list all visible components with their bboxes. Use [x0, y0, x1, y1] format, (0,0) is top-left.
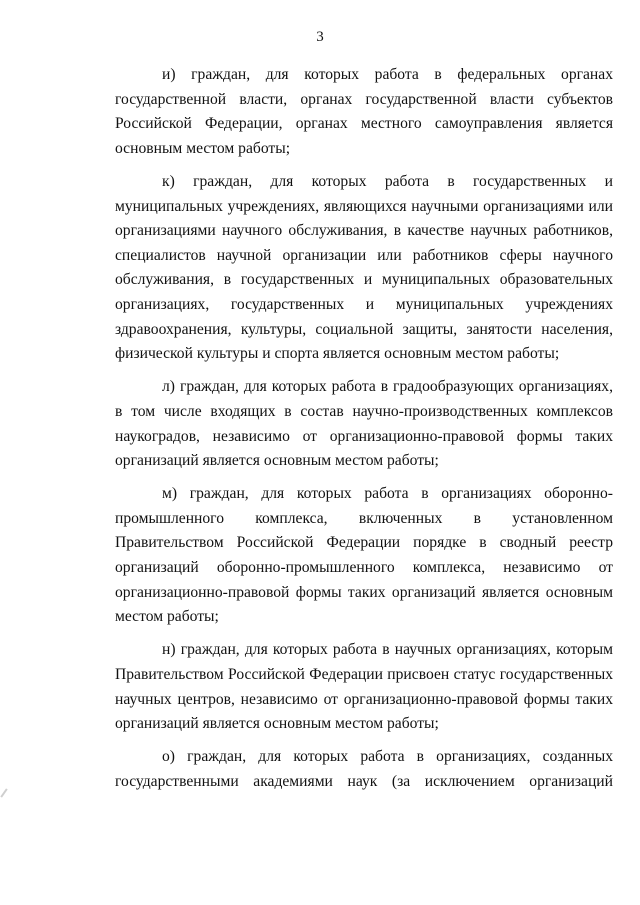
paragraph-k: к) граждан, для которых работа в государственных и муниципальных учреждениях, являющихся научными организациями или организациями научного обслуживания, в качестве научных работников, специалистов научной организации или работников сферы научного обслуживания, в государственных и муниципальных образовательных организациях, государственных и муниципальных учреждениях здравоохранения, культуры, социальной защиты, занятости населения, физической культуры и спорта является основным местом работы;: [115, 172, 613, 363]
paragraph-i: и) граждан, для которых работа в федеральных органах государственной власти, органах государственной власти субъектов Российской Федерации, органах местного самоуправления является основным местом работы;: [115, 66, 613, 157]
paragraph-m: м) граждан, для которых работа в организациях оборонно-промышленного комплекса, включенных в установленном Правительством Российской Федерации порядке в сводный реестр организаций оборонно-промышленного комплекса, независимо от организационно-правовой формы таких организаций является основным местом работы;: [115, 485, 613, 626]
document-body: [115, 63, 613, 795]
page-number: 3: [316, 29, 324, 45]
paragraph-n: н) граждан, для которых работа в научных организациях, которым Правительством Российской Федерации присвоен статус государственных научных центров, независимо от организационно-правовой формы таких организаций является основным местом работы;: [115, 641, 613, 733]
scan-artifact-mark: [0, 788, 7, 797]
paragraph-l: л) граждан, для которых работа в градообразующих организациях, в том числе входящих в состав научно-производственных комплексов наукоградов, независимо от организационно-правовой формы таких организаций является основным местом работы;: [115, 378, 613, 470]
paragraph-o: о) граждан, для которых работа в организациях, созданных государственными академиями наук (за исключением организаций: [115, 748, 613, 790]
